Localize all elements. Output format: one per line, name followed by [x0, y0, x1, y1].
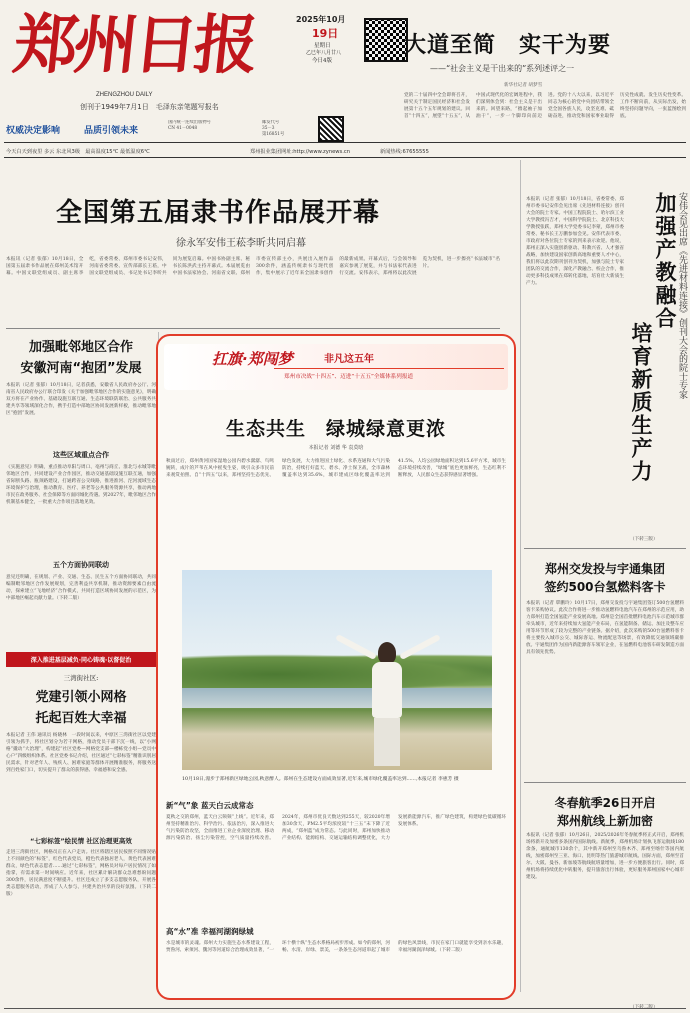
issn-value: CN 41－0048	[168, 126, 198, 131]
date-lunar: 乙巳年八月廿八	[306, 50, 342, 56]
left-body-5: 走进三湾街社区，网格员正在入户走访。社区将辖区居民按照不同情况贴上不同颜色的“标签”，红色代表党员，橙色代表独居老人，黄色代表困难群众，绿色代表志愿者……通过“七彩标签”，网格员对每户居民情况了如指掌，有需求第一时间响应。近年来，社区累计解决群众急难愁盼问题300余件，居民满意度不断提升。社区还成立了多支志愿服务队，开展各类志愿服务活动，形成了人人参与、共建共治共享的良好氛围。（下转二版）	[6, 850, 156, 897]
left-banner: 深入推进基层减负·同心铸魂·以督促治	[6, 652, 156, 667]
topright-body: 党的二十届四中全会即将召开，研究关于制定国民经济和社会发展第十五个五年规划的建议。回首“十四五”，展望“十五五”，从中国式现代化的宏阔进程中，我们深刻体会到：社会主义是干出来的。回望来路，“撸起袖子加油干”，一步一个脚印向前迈进。党的十八大以来，以习近平同志为核心的党中央团结带领全党全国各族人民，攻坚克难、砥砺奋进，推动党和国家事业取得历史性成就、发生历史性变革。工作不断向前，从实际出发，始终坚持问题导向，一张蓝图绘到底。	[404, 93, 686, 119]
small-qr	[318, 116, 344, 142]
banner-rule	[274, 368, 504, 369]
right-vertical-subhead: 安伟会见出席《先进材料连接》创刊大会的院士专家	[677, 192, 687, 399]
topright-subhead: ——“社会主义是干出来的”系列述评之一	[430, 64, 575, 73]
slogan-1: 权威决定影响	[6, 126, 61, 136]
right-body-1: 本报讯（记者 张郁）10月18日，省委常委、郑州市委书记安伟会见出席《先进材料连接》创刊大会的院士专家。中国工程院院士、哈尔滨工业大学教授冯吉才，中国科学院院士、北京科技大学教授张跃，郑州大学党委书记李蒙，郑州市委常委、秘书长王万鹏参加会见。安伟代表市委、市政府对各位院士专家的到来表示欢迎。他说，郑州正深入实施创新驱动、科教兴省、人才强省战略，加快建设国家创新高地和重要人才中心，我们将以此次期刊创刊为契机，加强与院士专家团队的交流合作，深化产教融合、校企合作，推动更多科技成果在郑转化落地，培育壮大新质生产力。	[526, 197, 624, 286]
topright-headline: 大道至简 实干为要	[404, 33, 612, 58]
feature-section-2: 高“水”准 幸福河湖润绿城	[166, 927, 254, 936]
lead-subhead: 徐永军安伟王菘李昕共同启幕	[176, 238, 306, 249]
hotline: 新闻热线:67655555	[380, 149, 429, 155]
page-count: 今日4版	[312, 58, 332, 64]
banner-subtitle: 郑州市决战“十四五”、迈进“十五五”全媒体系列报道	[284, 374, 414, 380]
photo-treeline	[182, 654, 492, 688]
right-headline-5: 郑州航线上新加密	[556, 814, 653, 828]
right-headline-2: 郑州交发投与宇通集团	[544, 562, 665, 576]
right-more-1: （下转三版）	[630, 537, 658, 542]
right-body-3: 本报讯（记者 张郁）10月26日，2025/2026年冬春航季将正式开启，郑州机场将新开及加密多条国内国际航线。新航季，郑州机场计划执飞客运航线180余条，通航城市130余个，其中新开郑州至乌鲁木齐、郑州至喀什等国内航线，加密郑州至三亚、海口、昆明等热门旅游城市航线。国际方面，郑州至首尔、大阪、曼谷、新加坡等航线航班量增加，进一步方便旅客出行。同时，郑州机场将持续优化中转服务，提升旅客出行体验，更好服务郑州国家中心城市建设。	[526, 833, 684, 880]
left-headline-3: 党建引领小网格	[35, 690, 127, 705]
feature-lower	[166, 800, 506, 996]
issue-number: 第16851号	[262, 132, 285, 137]
feature-photo	[182, 570, 492, 770]
right-body-2: 本报讯（记者 覃鹏玲）10月17日，郑州交发投与宇通集团签订500台氢燃料客卡采购协议。此次合作将进一步推动氢燃料电池汽车在郑州的示范应用，助力郑州打造全国氢能产业发展高地。郑州是全国首批燃料电池汽车示范城市群牵头城市，近年来持续加大氢能产业布局，在氢能制备、储运、加注及整车应用等环节形成了较为完整的产业链条。据介绍，此次采购的500台氢燃料客卡将主要投入城市公交、城际客运、物流配送等场景，有效降低交通领域碳排放。宇通集团作为国内新能源客车领军企业，在氢燃料电池客车研发制造方面具有领先优势。	[526, 601, 684, 655]
feature-lead-body: 秋雨过后，郑州黄河国家湿地公园内碧水潺潺、鸟鸣婉转，成片的芦苇在风中摇曳生姿，吸引众多市民前来观赏拍照。自“十四五”以来，郑州坚持生态优先、绿色发展，大力推进国土绿化、水系连通和大气污染防治，持续打好蓝天、碧水、净土保卫战，全市森林覆盖率达到35.6%，城市建成区绿化覆盖率达到41.5%，人均公园绿地面积达到15.6平方米，城市生态环境持续改善，“绿城”底色更加鲜亮，生态红利不断释放，人民群众生态获得感显著增强。	[166, 459, 506, 478]
website: 郑州报业集团网址:http://www.zynews.cn	[250, 149, 351, 155]
postal-label: 邮发代号	[262, 120, 280, 125]
left-body-1: 本报讯（记者 张郁）10月18日，记者获悉，安徽省人民政府办公厅、河南省人民政府办公厅联合印发《关于加强毗邻地区合作的实施意见》，明确双方将在产业协作、基础设施互联互通、生态环境联防联治、公共服务共建共享等领域深化合作，携手打造中部地区协同发展新样板，推动毗邻地区“抱团”发展。	[6, 383, 156, 416]
left-body-4: 本报记者 王伟 通讯员 杨晓林 一段时间以来，中原区三湾街社区以党建引领为抓手，将社区划分为若干网格，推动党员干部下沉一线，以“小网格”撬动“大治理”，构建起“社区党委—网格党支部—楼栋党小组—党员中心户”四级组织体系。社区党委书记介绍，社区通过“七彩标签”精准识别居民需求，针对老年人、残疾人、困难家庭等群体开展精准服务，将服务送到百姓家门口，切实提升了群众的获得感、幸福感和安全感。	[6, 733, 156, 773]
right-headline-4: 冬春航季26日开启	[554, 796, 656, 810]
newspaper-pinyin: ZHENGZHOU DAILY	[96, 92, 153, 98]
date-day: 19日	[312, 27, 339, 40]
weather-bar: 今天白天到夜里 多云 东北风3级 最高温度15℃ 最低温度6℃	[6, 149, 150, 155]
feature-section-1: 新“气”象 蓝天白云成常态	[166, 801, 254, 810]
banner-tag: 非凡这五年	[324, 354, 374, 365]
right-more-2	[630, 1004, 658, 1010]
feature-body-3: 水是城市的灵魂。郑州大力实施生态水系建设工程，贾鲁河、索须河、魏河等河道综合治理成效显著，“一环十横十纵”生态水系格局初步形成。如今的郑州，河畅、水清、岸绿、景美，一条条生态河道串起了城市的绿色风景线，市民在家门口就能享受到亲水乐趣，幸福河湖润泽绿城。（下转二版）	[166, 941, 506, 953]
feature-body-2: 夏秋之交的郑州，蓝天白云频频“上线”。近年来，郑州坚持精准治污、科学治污、依法治污，深入推进大气污染防治攻坚，全面推进工业企业深度治理、移动源污染防治、扬尘污染管控，空气质量持续改善。2024年，郑州市优良天数达到255天，较2020年增加30余天，PM2.5平均浓度较“十三五”末下降了近两成，“郑州蓝”成为常态。与此同时，郑州加快推动产业结构、能源结构、交通运输结构调整优化，大力发展新能源汽车，推广绿色建筑，构建绿色低碳循环发展体系。	[166, 815, 506, 841]
right-headline-1a: 加强产教融合	[653, 192, 677, 330]
lead-headline: 全国第五届隶书作品展开幕	[56, 198, 381, 228]
topright-article	[404, 28, 686, 140]
left-headline-1: 加强毗邻地区合作	[28, 340, 133, 355]
left-body-2: 《实施意见》明确，重点推动阜阳与周口、亳州与商丘、淮北与永城等毗邻地区合作，共同建设产业合作园区，推动交通基础设施互联互通，加强省际断头路、瓶颈路建设，打通跨省公交线路，推进淮河、沱河流域生态环境保护与治理，推动教育、医疗、养老等公共服务资源共享，推动两地市民在政务服务、社会保障等方面同城化待遇。到2027年，毗邻地区合作机制基本健全，一批重大合作项目落地见效。	[6, 465, 156, 505]
founded-note: 创刊于1949年7月1日 毛泽东亲笔题写报名	[80, 103, 219, 111]
feature-frame	[156, 334, 516, 1000]
right-headline-1	[628, 192, 686, 540]
date-box	[296, 14, 358, 76]
right-headline-1b: 培育新质生产力	[629, 322, 653, 483]
photo-water	[182, 688, 492, 708]
lead-body: 本报讯（记者 张郁）10月18日，全国第五届隶书作品展在郑州美术馆开幕。中国文联党组成员、副主席李屹，省委常委、郑州市委书记安伟，河南省委常委、宣传部部长王菘，中国文联党组成员、书记处书记李昕共同为展览启幕。中国书协副主席、秘书长陈洪武主持开幕式。本届展览由中国书法家协会、河南省文联、郑州市委宣传部主办，共展出入展作品300余件，涵盖传统隶书与现代创作，集中展示了近年来全国隶书创作的最新成果。开幕式后，与会领导和嘉宾参观了展览，并与书法家代表进行交流。安伟表示，郑州将以此次展览为契机，进一步擦亮“书法城市”名片。	[6, 257, 500, 276]
date-year-month: 2025年10月	[296, 15, 346, 24]
postal-block	[262, 120, 322, 138]
postal-value: 35－3	[262, 126, 275, 131]
newspaper-title: 郑州日报	[10, 8, 258, 83]
slogan-2: 品质引领未来	[84, 126, 139, 136]
feature-headline: 生态共生 绿城绿意更浓	[225, 418, 446, 440]
left-body-3: 意见还明确，在规划、产业、交通、生态、民生五个方面协同联动，共同编制毗邻地区合作发展规划，完善利益共享机制，推动资源要素自由流动，探索建立“飞地经济”合作模式，共同打造区域协同发展的示范区，为中部地区崛起贡献力量。（下转二版）	[6, 575, 156, 601]
photo-caption: 10月18日,漫步于郑州新区绿地公园,秋意醉人。郑州在生态建设方面成效显著,近年来,城市绿化覆盖率达到......,本报记者 李惠芳 摄	[182, 777, 459, 782]
left-tag: 三湾街社区:	[63, 674, 99, 682]
left-column	[6, 336, 156, 986]
date-weekday: 星期日	[314, 43, 331, 49]
left-headline-4: 托起百姓大幸福	[35, 711, 127, 726]
topright-byline: 新华社记者 胡梦雪	[504, 83, 543, 88]
left-section-3: “七彩标签”绘民情 社区治理更高效	[30, 837, 132, 845]
issn-label: 国内统一连续出版物号	[168, 120, 211, 125]
banner-title: 扛旗·郑闯梦	[212, 350, 293, 368]
left-section-1: 这些区域重点合作	[53, 451, 109, 459]
left-headline-2: 安徽河南“抱团”发展	[20, 361, 142, 376]
photo-person	[360, 634, 416, 768]
left-section-2: 五个方面协同联动	[53, 561, 109, 569]
right-headline-3: 签约500台氢燃料客卡	[544, 580, 666, 594]
feature-banner	[164, 344, 508, 390]
feature-byline: 本报记者 刘德 华 袁莫晗	[308, 445, 364, 451]
qr-code	[364, 18, 408, 62]
